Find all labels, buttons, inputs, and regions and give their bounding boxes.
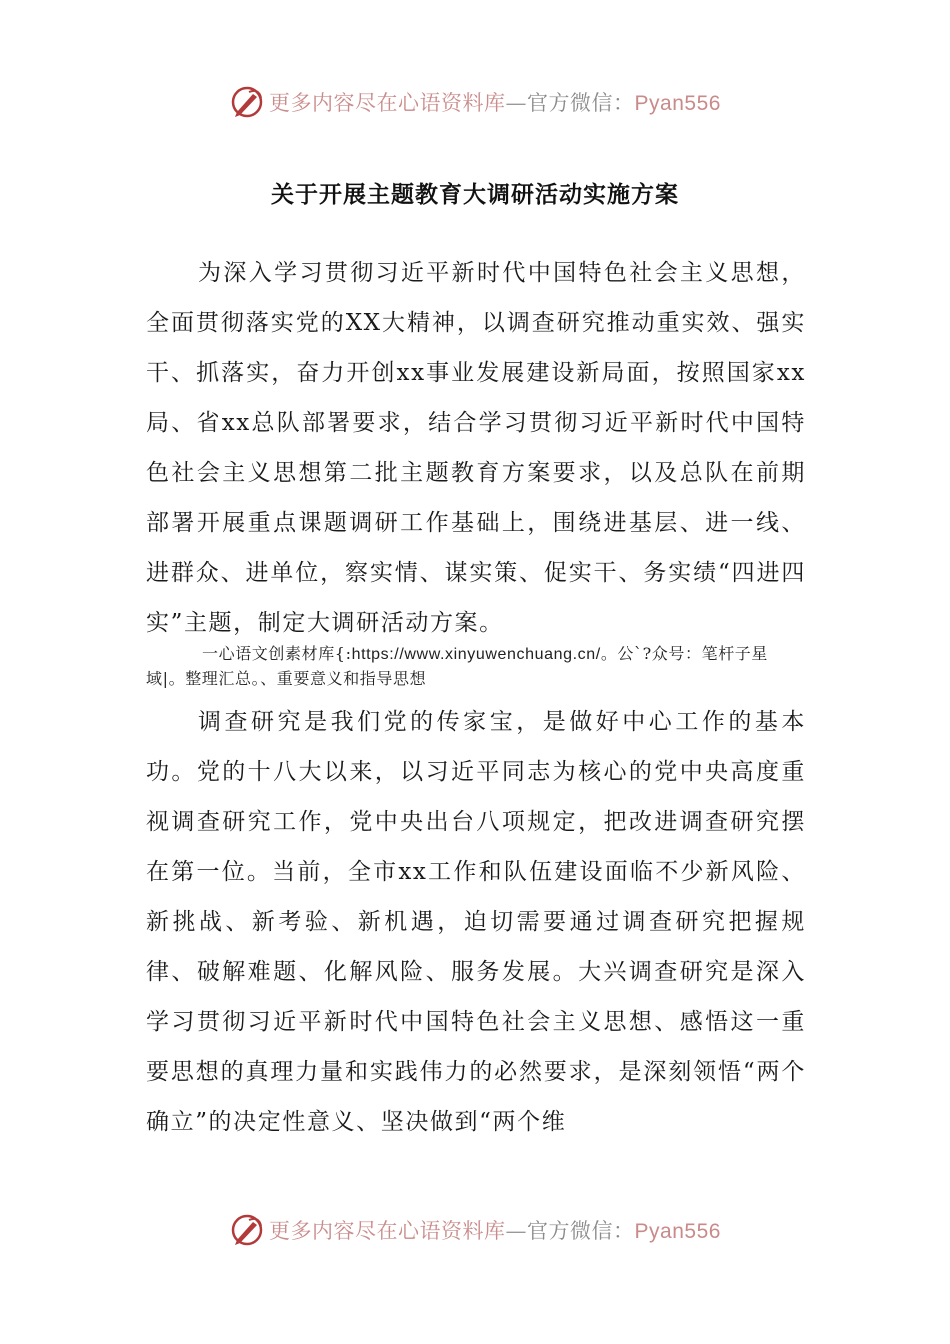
body-paragraph-2: 调查研究是我们党的传家宝，是做好中心工作的基本功。党的十八大以来，以习近平同志为核心的党中央高度重视调查研究工作，党中央出台八项规定，把改进调查研究摆在第一位。当前，全市xx工作和队伍建设面临不少新风险、新挑战、新考验、新机遇，迫切需要通过调查研究把握规律、破解难题、化解风险、服务发展。大兴调查研究是深入学习贯彻习近平新时代中国特色社会主义思想、感悟这一重要思想的真理力量和实践伟力的必然要求，是深刻领悟“两个确立”的决定性意义、坚决做到“两个维 bbox=[146, 709, 806, 1135]
banner-text: 更多内容尽在心语资料库—官方微信：Pyan556 bbox=[269, 1219, 721, 1243]
banner-text: 更多内容尽在心语资料库—官方微信：Pyan556 bbox=[269, 91, 721, 115]
pen-logo-icon bbox=[229, 84, 265, 120]
source-note: 一心语文创素材库{:https://www.xinyuwenchuang.cn/。公`?众号：笔杆子星域|。整理汇总。、重要意义和指导思想 bbox=[146, 644, 768, 688]
pen-logo-icon bbox=[229, 1212, 265, 1248]
body-paragraph-1: 为深入学习贯彻习近平新时代中国特色社会主义思想，全面贯彻落实党的XX大精神，以调查研究推动重实效、强实干、抓落实，奋力开创xx事业发展建设新局面，按照国家xx局、省xx总队部署要求，结合学习贯彻习近平新时代中国特色社会主义思想第二批主题教育方案要求，以及总队在前期部署开展重点课题调研工作基础上，围绕进基层、进一线、进群众、进单位，察实情、谋实策、促实干、务实绩“四进四实”主题，制定大调研活动方案。 bbox=[146, 260, 806, 636]
header-banner bbox=[0, 82, 950, 122]
source-url: https://www.xinyuwenchuang.cn/ bbox=[351, 646, 601, 663]
footer-banner bbox=[0, 1210, 950, 1250]
document-title: 关于开展主题教育大调研活动实施方案 bbox=[271, 182, 679, 208]
